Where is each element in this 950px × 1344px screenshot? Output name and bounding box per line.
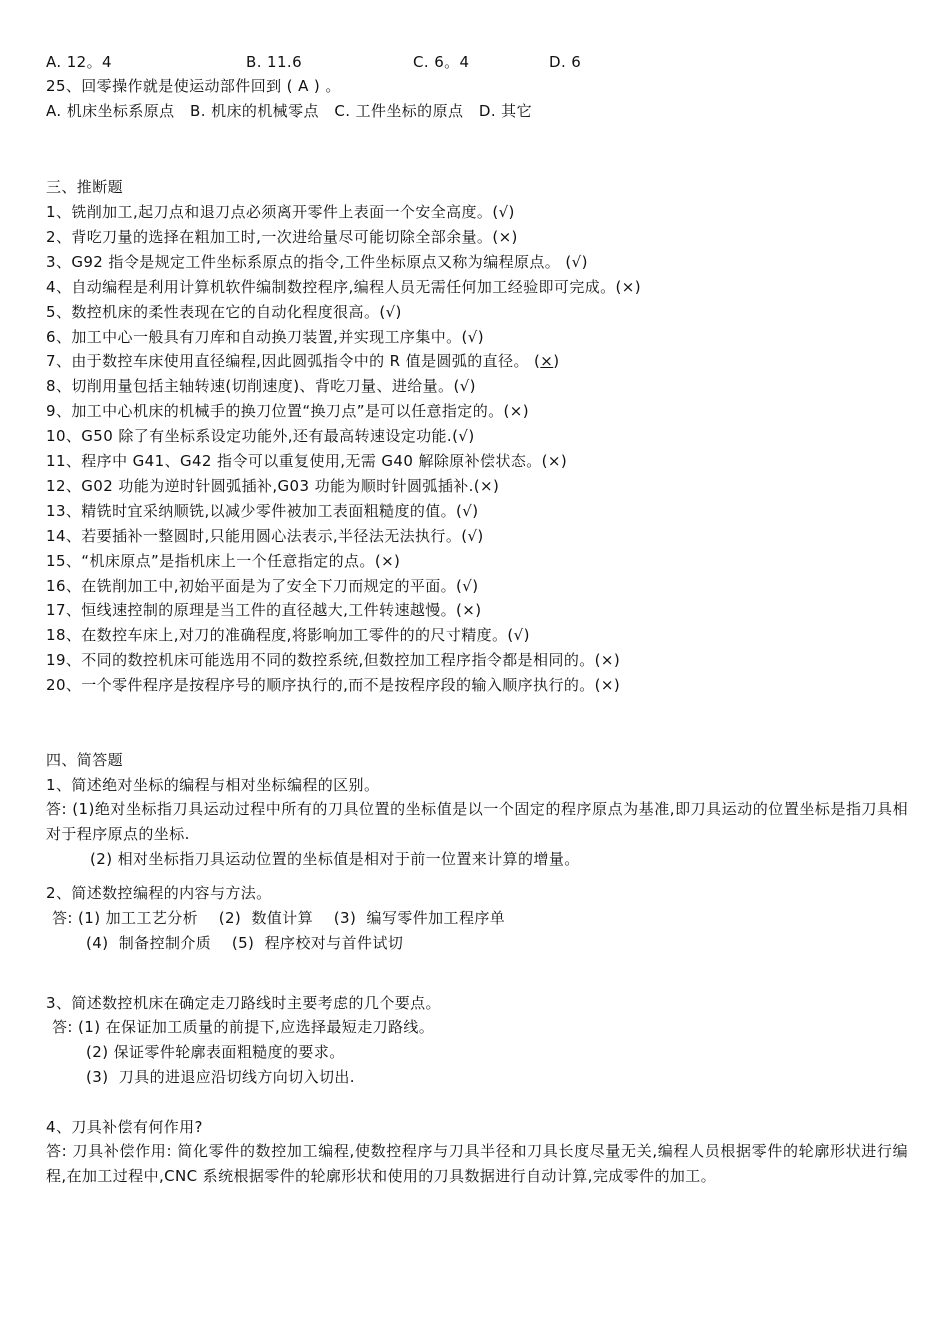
judge-item: 17、恒线速控制的原理是当工件的直径越大,工件转速越慢。(×) (46, 601, 482, 619)
judge-item: 2、背吃刀量的选择在粗加工时,一次进给量尽可能切除全部余量。(×) (46, 228, 518, 246)
judge-item-7-close: ) (553, 352, 560, 370)
short-question-1: 1、简述绝对坐标的编程与相对坐标编程的区别。 (46, 776, 380, 794)
q25-stem: 25、回零操作就是使运动部件回到 ( A ) 。 (46, 77, 341, 95)
q24-option-d: D. 6 (549, 53, 582, 71)
judge-item: 6、加工中心一般具有刀库和自动换刀装置,并实现工序集中。(√) (46, 328, 484, 346)
judge-item: 13、精铣时宜采纳顺铣,以减少零件被加工表面粗糙度的值。(√) (46, 502, 479, 520)
judge-item-7-text: 7、由于数控车床使用直径编程,因此圆弧指令中的 R 值是圆弧的直径。 ( (46, 352, 541, 370)
judge-item: 19、不同的数控机床可能选用不同的数控系统,但数控加工程序指令都是相同的。(×) (46, 651, 621, 669)
judge-item: 8、切削用量包括主轴转速(切削速度)、背吃刀量、进给量。(√) (46, 377, 476, 395)
judge-item: 10、G50 除了有坐标系设定功能外,还有最高转速设定功能.(√) (46, 427, 475, 445)
judge-item: 16、在铣削加工中,初始平面是为了安全下刀而规定的平面。(√) (46, 577, 479, 595)
short-question-2: 2、简述数控编程的内容与方法。 (46, 884, 272, 902)
short-answer-2-line1: 答: (1) 加工工艺分析 (2) 数值计算 (3) 编写零件加工程序单 (52, 909, 506, 927)
judge-item: 20、一个零件程序是按程序号的顺序执行的,而不是按程序段的输入顺序执行的。(×) (46, 676, 621, 694)
section3-title: 三、推断题 (46, 178, 124, 196)
judge-item: 15、“机床原点”是指机床上一个任意指定的点。(×) (46, 552, 401, 570)
judge-item-7-mark: × (540, 352, 554, 370)
short-answer-1-part2: (2) 相对坐标指刀具运动位置的坐标值是相对于前一位置来计算的增量。 (90, 850, 580, 868)
judge-item-7 (46, 351, 560, 371)
q24-option-b: B. 11.6 (246, 53, 303, 71)
short-question-4: 4、刀具补偿有何作用? (46, 1118, 203, 1136)
judge-item: 11、程序中 G41、G42 指令可以重复使用,无需 G40 解除原补偿状态。(×) (46, 452, 568, 470)
judge-item: 9、加工中心机床的机械手的换刀位置“换刀点”是可以任意指定的。(×) (46, 402, 529, 420)
judge-item: 12、G02 功能为逆时针圆弧插补,G03 功能为顺时针圆弧插补.(×) (46, 477, 500, 495)
judge-item: 18、在数控车床上,对刀的准确程度,将影响加工零件的的尺寸精度。(√) (46, 626, 530, 644)
q24-option-a: A. 12。4 (46, 53, 112, 71)
short-answer-4: 答: 刀具补偿作用: 简化零件的数控加工编程,使数控程序与刀具半径和刀具长度尽量无关,编程人员根据零件的轮廓形状进行编程,在加工过程中,CNC 系统根据零件的轮廓形状和使用的刀具数据进行自动计算,完成零件的加工。 (46, 1142, 908, 1185)
short-answer-2-line2: (4) 制备控制介质 (5) 程序校对与首件试切 (86, 934, 404, 952)
short-answer-3-line3: (3) 刀具的进退应沿切线方向切入切出. (86, 1068, 355, 1086)
short-answer-3-line1: 答: (1) 在保证加工质量的前提下,应选择最短走刀路线。 (52, 1018, 435, 1036)
q25-options: A. 机床坐标系原点 B. 机床的机械零点 C. 工件坐标的原点 D. 其它 (46, 102, 532, 120)
judge-item: 5、数控机床的柔性表现在它的自动化程度很高。(√) (46, 303, 402, 321)
judge-item: 1、铣削加工,起刀点和退刀点必须离开零件上表面一个安全高度。(√) (46, 203, 515, 221)
q24-option-c: C. 6。4 (413, 53, 470, 71)
short-answer-3-line2: (2) 保证零件轮廓表面粗糙度的要求。 (86, 1043, 345, 1061)
judge-item: 4、自动编程是利用计算机软件编制数控程序,编程人员无需任何加工经验即可完成。(×) (46, 278, 641, 296)
short-answer-1-part1: 答: (1)绝对坐标指刀具运动过程中所有的刀具位置的坐标值是以一个固定的程序原点为基准,即刀具运动的位置坐标是指刀具相对于程序原点的坐标. (46, 800, 908, 843)
section4-title: 四、简答题 (46, 751, 124, 769)
short-question-3: 3、简述数控机床在确定走刀路线时主要考虑的几个要点。 (46, 994, 441, 1012)
judge-item: 14、若要插补一整圆时,只能用圆心法表示,半径法无法执行。(√) (46, 527, 484, 545)
judge-item: 3、G92 指令是规定工件坐标系原点的指令,工件坐标原点又称为编程原点。 (√) (46, 253, 588, 271)
